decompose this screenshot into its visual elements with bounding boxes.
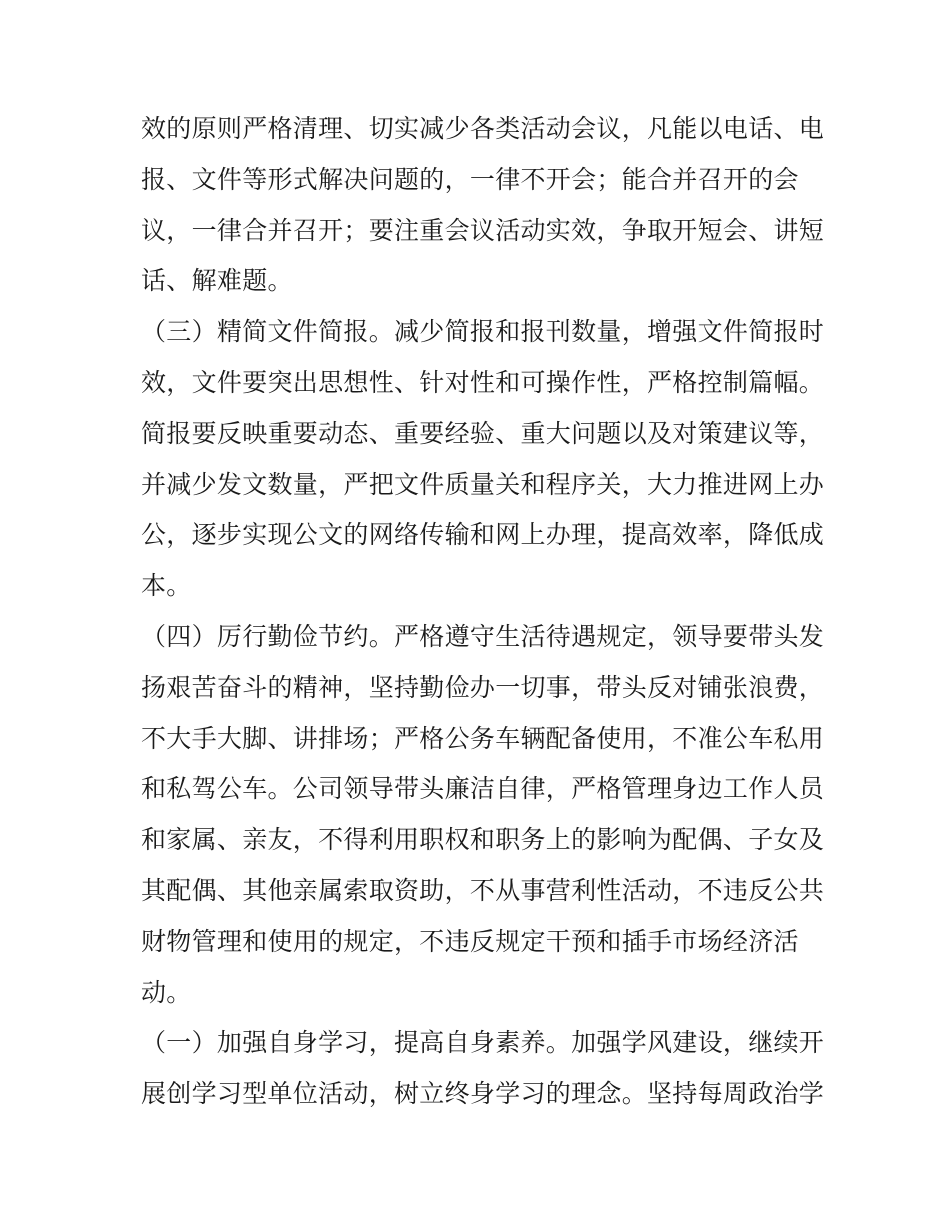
- section-heading-line: （一）加强自身学习，提高自身素养。加强学风建设，继续开: [141, 1028, 825, 1058]
- text-line: 展创学习型单位活动，树立终身学习的理念。坚持每周政治学: [141, 1079, 825, 1109]
- text-line: 其配偶、其他亲属索取资助，不从事营利性活动，不违反公共: [141, 875, 825, 905]
- text-line: 报、文件等形式解决问题的，一律不开会；能合并召开的会: [141, 164, 799, 194]
- text-line: 简报要反映重要动态、重要经验、重大问题以及对策建议等，: [141, 418, 825, 448]
- text-line: 公，逐步实现公文的网络传输和网上办理，提高效率，降低成: [141, 520, 825, 550]
- body-text: [141, 104, 825, 1120]
- text-line: 和家属、亲友，不得利用职权和职务上的影响为配偶、子女及: [141, 825, 825, 855]
- section-heading-line: （四）厉行勤俭节约。严格遵守生活待遇规定，领导要带头发: [141, 621, 825, 651]
- text-line: 并减少发文数量，严把文件质量关和程序关，大力推进网上办: [141, 469, 825, 499]
- text-line: 效，文件要突出思想性、针对性和可操作性，严格控制篇幅。: [141, 367, 825, 397]
- text-line: 效的原则严格清理、切实减少各类活动会议，凡能以电话、电: [141, 114, 825, 143]
- text-line: 财物管理和使用的规定，不违反规定干预和插手市场经济活: [141, 926, 799, 956]
- text-line: 议，一律合并召开；要注重会议活动实效，争取开短会、讲短: [141, 215, 825, 245]
- text-line: 话、解难题。: [141, 266, 293, 296]
- text-line: 扬艰苦奋斗的精神，坚持勤俭办一切事，带头反对铺张浪费，: [141, 672, 825, 702]
- text-line: 本。: [141, 571, 192, 601]
- text-line: 不大手大脚、讲排场；严格公务车辆配备使用，不准公车私用: [141, 723, 825, 753]
- section-heading-line: （三）精简文件简报。减少简报和报刊数量，增强文件简报时: [141, 317, 825, 347]
- text-line: 动。: [141, 977, 192, 1007]
- text-line: 和私驾公车。公司领导带头廉洁自律，严格管理身边工作人员: [141, 774, 825, 804]
